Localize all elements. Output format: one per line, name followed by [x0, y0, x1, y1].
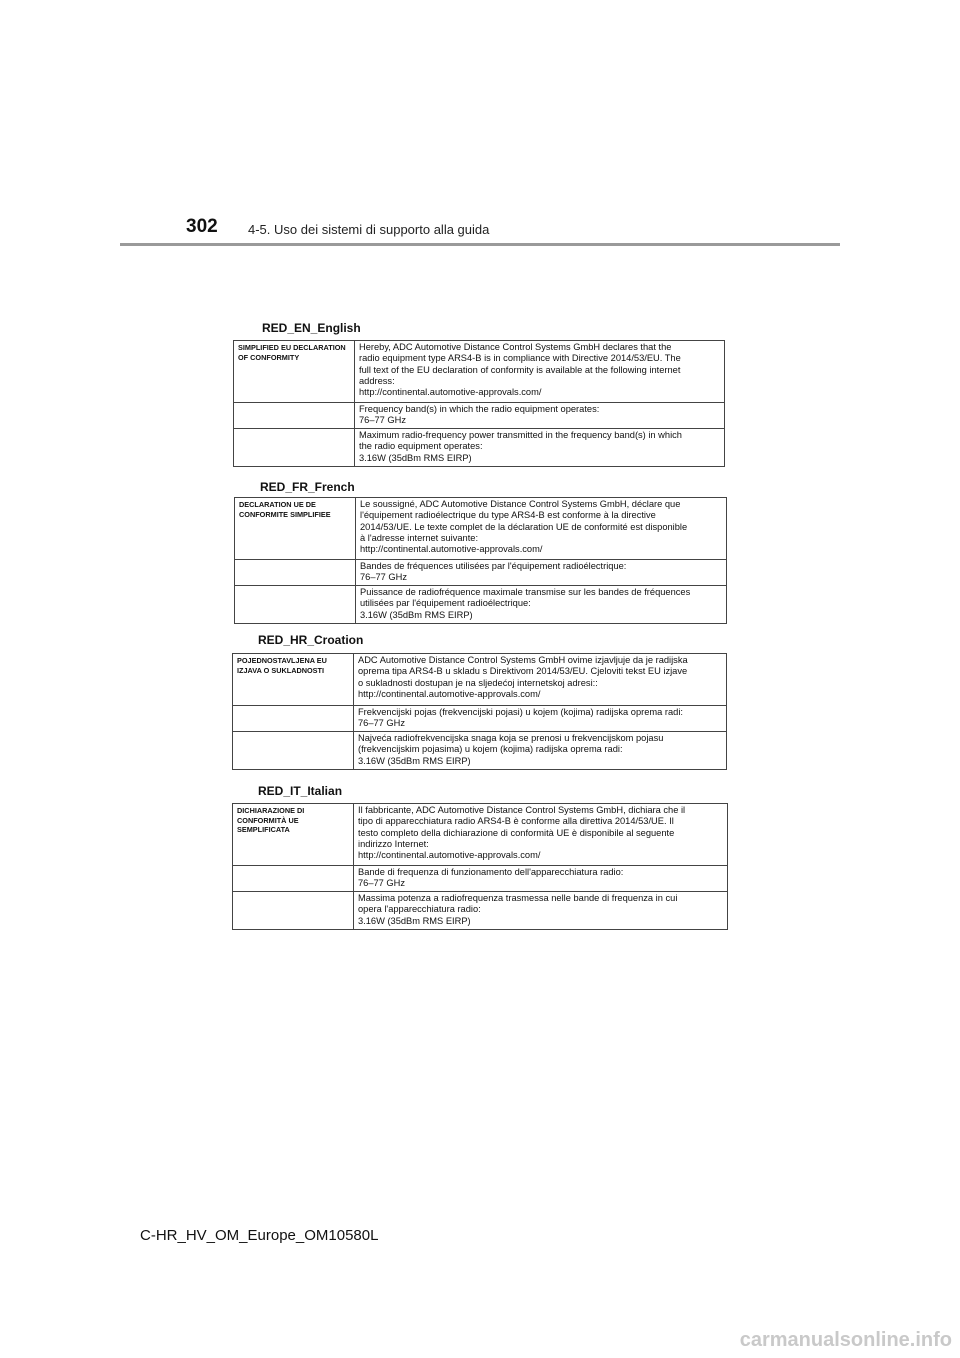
text-line: 76–77 GHz	[358, 878, 406, 889]
row-label	[234, 429, 355, 467]
text-line: opera l'apparecchiatura radio:	[358, 904, 481, 915]
row-text	[355, 429, 725, 467]
row-label	[233, 892, 354, 930]
text-line: utilisées par l'équipement radioélectrique:	[360, 598, 531, 609]
text-line: full text of the EU declaration of conformity is available at the following internet	[359, 364, 681, 375]
row-label	[234, 403, 355, 429]
table-row	[233, 654, 727, 706]
text-line: indirizzo Internet:	[358, 838, 429, 849]
text-line: l'équipement radioélectrique du type ARS4-B est conforme à la directive	[360, 510, 656, 521]
text-line: http://continental.automotive-approvals.com/	[359, 387, 542, 398]
text-line: Frekvencijski pojas (frekvencijski pojasi) u kojem (kojima) radijska oprema radi:	[358, 707, 683, 717]
text-line: 3.16W (35dBm RMS EIRP)	[360, 609, 473, 620]
text-line: Bandes de fréquences utilisées par l'équipement radioélectrique:	[360, 561, 627, 571]
row-text	[356, 586, 727, 624]
table-row	[233, 892, 728, 930]
declaration-table-fr	[234, 497, 727, 624]
table-row	[233, 706, 727, 732]
declaration-table-hr	[232, 653, 727, 770]
text-line: Maximum radio-frequency power transmitted in the frequency band(s) in which	[359, 430, 682, 440]
table-row	[233, 866, 728, 892]
text-line: o sukladnosti dostupan je na sljedećoj internetskoj adresi::	[358, 677, 598, 688]
text-line: the radio equipment operates:	[359, 441, 483, 452]
row-label	[233, 866, 354, 892]
text-line: 76–77 GHz	[358, 718, 406, 729]
row-text	[354, 654, 727, 706]
block-title-en: RED_EN_English	[262, 321, 361, 335]
text-line: Bande di frequenza di funzionamento dell'apparecchiatura radio:	[358, 867, 624, 877]
row-text	[354, 706, 727, 732]
text-line: 2014/53/UE. Le texte complet de la déclaration UE de conformité est disponible	[360, 521, 688, 532]
row-text	[356, 498, 727, 560]
table-row	[235, 560, 727, 586]
text-line: Frequency band(s) in which the radio equipment operates:	[359, 404, 600, 414]
row-label: DICHIARAZIONE DI CONFORMITÀ UE SEMPLIFICATA	[233, 804, 354, 866]
table-row	[234, 341, 725, 403]
block-title-fr: RED_FR_French	[260, 480, 355, 494]
text-line: Massima potenza a radiofrequenza trasmessa nelle bande di frequenza in cui	[358, 893, 678, 903]
text-line: testo completo della dichiarazione di conformità UE è disponibile al seguente	[358, 827, 675, 838]
text-line: Hereby, ADC Automotive Distance Control Systems GmbH declares that the	[359, 342, 672, 352]
text-line: http://continental.automotive-approvals.com/	[358, 688, 541, 699]
header-divider	[120, 243, 840, 246]
text-line: ADC Automotive Distance Control Systems GmbH ovime izjavljuje da je radijska	[358, 655, 688, 665]
row-text	[354, 892, 728, 930]
table-row	[233, 732, 727, 770]
page-number: 302	[186, 216, 218, 237]
table-row	[234, 429, 725, 467]
declaration-table-en	[233, 340, 725, 467]
text-line: oprema tipa ARS4-B u skladu s Direktivom 2014/53/EU. Cjeloviti tekst EU izjave	[358, 666, 688, 677]
table-row	[235, 498, 727, 560]
text-line: Puissance de radiofréquence maximale transmise sur les bandes de fréquences	[360, 587, 691, 597]
text-line: 76–77 GHz	[360, 572, 408, 583]
text-line: 76–77 GHz	[359, 415, 407, 426]
watermark: carmanualsonline.info	[739, 1329, 952, 1351]
row-label	[235, 586, 356, 624]
text-line: 3.16W (35dBm RMS EIRP)	[358, 915, 471, 926]
text-line: Najveća radiofrekvencijska snaga koja se prenosi u frekvencijskom pojasu	[358, 733, 664, 743]
text-line: Le soussigné, ADC Automotive Distance Control Systems GmbH, déclare que	[360, 499, 681, 509]
text-line: tipo di apparecchiatura radio ARS4-B è conforme alla direttiva 2014/53/UE. Il	[358, 816, 674, 827]
row-text	[355, 341, 725, 403]
section-title: 4-5. Uso dei sistemi di supporto alla guida	[248, 222, 490, 237]
row-label	[233, 732, 354, 770]
text-line: (frekvencijskim pojasima) u kojem (kojima) radijska oprema radi:	[358, 744, 623, 755]
text-line: http://continental.automotive-approvals.com/	[358, 850, 541, 861]
text-line: 3.16W (35dBm RMS EIRP)	[358, 755, 471, 766]
row-label: DECLARATION UE DE CONFORMITE SIMPLIFIEE	[235, 498, 356, 560]
row-text	[355, 403, 725, 429]
text-line: Il fabbricante, ADC Automotive Distance Control Systems GmbH, dichiara che il	[358, 805, 686, 815]
document-code: C-HR_HV_OM_Europe_OM10580L	[140, 1227, 379, 1244]
table-row	[234, 403, 725, 429]
text-line: 3.16W (35dBm RMS EIRP)	[359, 452, 472, 463]
block-title-hr: RED_HR_Croation	[258, 633, 364, 647]
text-line: address:	[359, 375, 395, 386]
table-row	[235, 586, 727, 624]
row-label: POJEDNOSTAVLJENA EU IZJAVA O SUKLADNOSTI	[233, 654, 354, 706]
text-line: radio equipment type ARS4-B is in compliance with Directive 2014/53/EU. The	[359, 353, 681, 364]
row-text	[354, 732, 727, 770]
block-title-it: RED_IT_Italian	[258, 784, 343, 798]
row-text	[354, 866, 728, 892]
table-row	[233, 804, 728, 866]
row-label	[233, 706, 354, 732]
text-line: http://continental.automotive-approvals.com/	[360, 544, 543, 555]
text-line: à l'adresse internet suivante:	[360, 532, 479, 543]
row-label: SIMPLIFIED EU DECLARATION OF CONFORMITY	[234, 341, 355, 403]
declaration-table-it	[232, 803, 728, 930]
row-text	[356, 560, 727, 586]
row-label	[235, 560, 356, 586]
row-text	[354, 804, 728, 866]
